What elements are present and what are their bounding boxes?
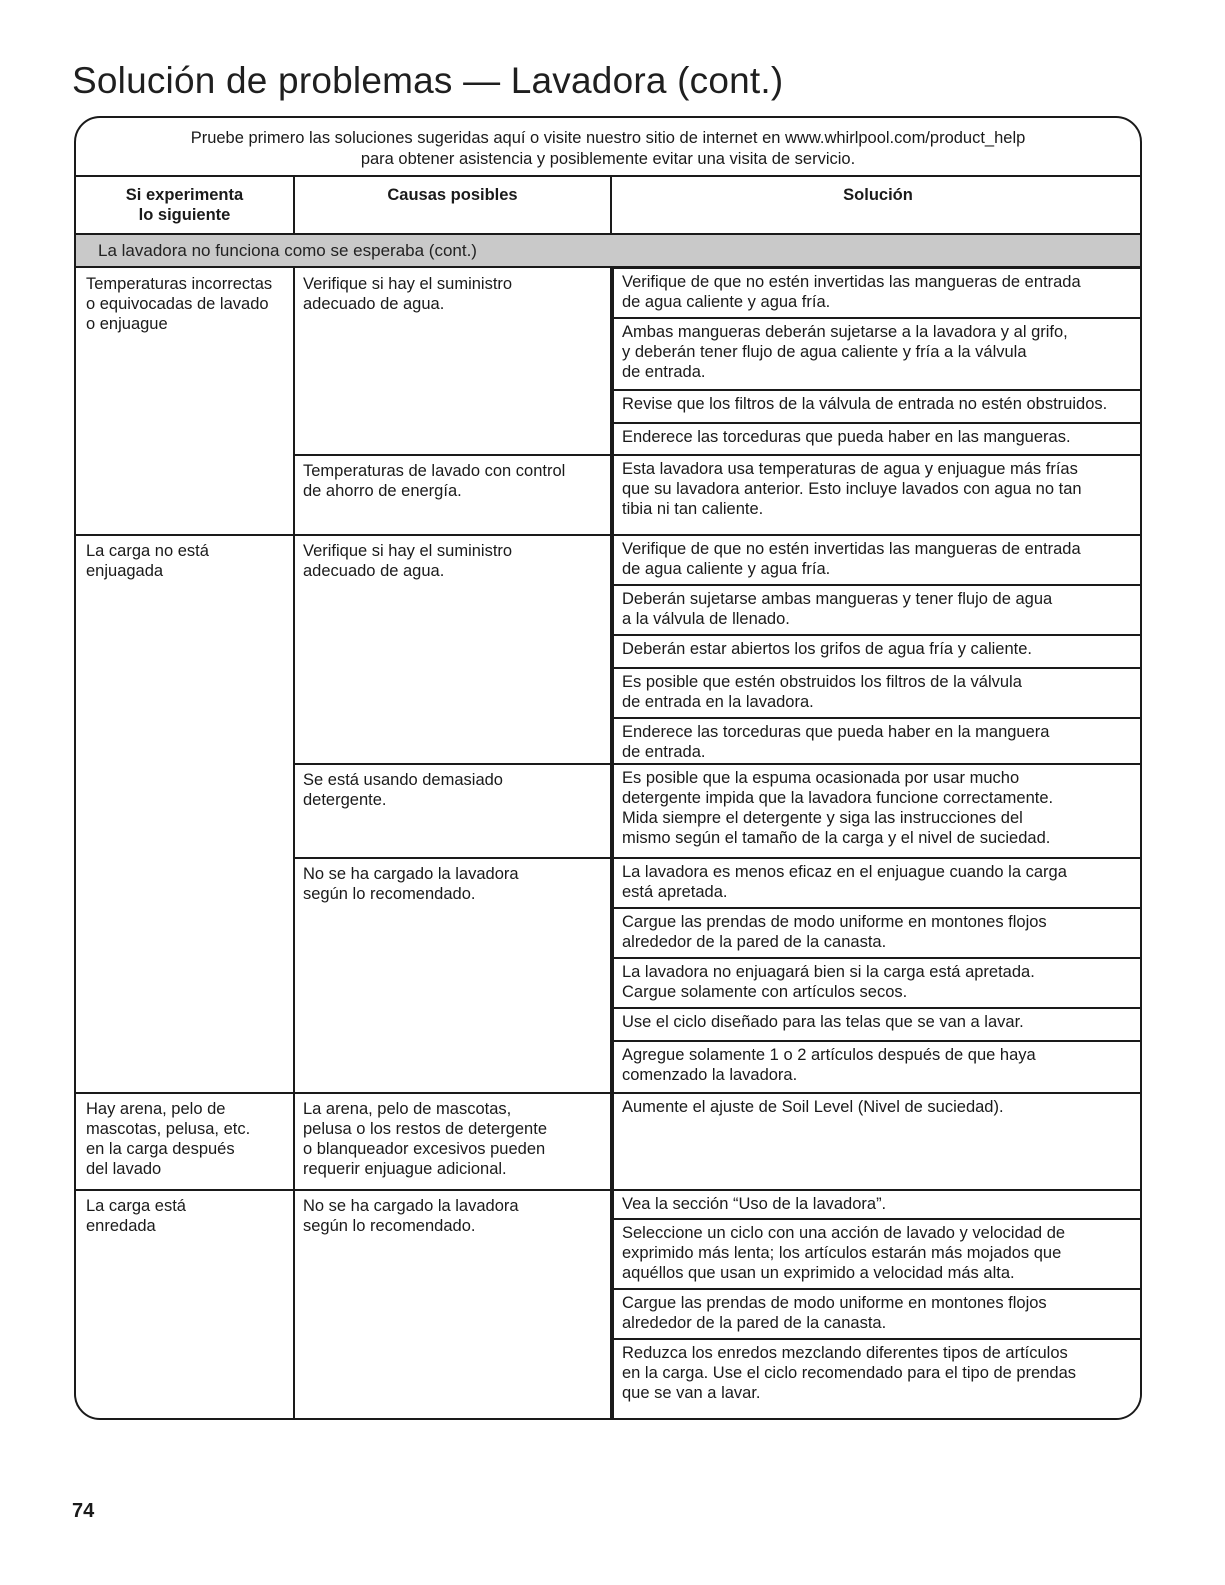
section-top-border (76, 233, 1140, 235)
troubleshooting-panel (74, 116, 1142, 1420)
cause-cell: La arena, pelo de mascotas, pelusa o los restos de detergente o blanqueador excesivos pueden requerir enjuague adicional. (303, 1100, 547, 1178)
column-divider-1 (293, 268, 295, 1420)
troubleshooting-table (76, 175, 1140, 1420)
row-separator (76, 534, 612, 536)
symptom-cell: Hay arena, pelo de mascotas, pelusa, etc. en la carga después del lavado (86, 1100, 251, 1178)
header-divider-1 (293, 175, 295, 235)
solution-cell: Revise que los filtros de la válvula de entrada no estén obstruidos. (612, 389, 1142, 424)
solution-cell: Seleccione un ciclo con una acción de lavado y velocidad de exprimido más lenta; los artículos estarán más mojados que aquéllos que usan un exprimido a velocidad más alta. (612, 1218, 1142, 1290)
row-separator (76, 1189, 612, 1191)
solution-cell: Es posible que la espuma ocasionada por usar mucho detergente impida que la lavadora funcione correctamente. Mida siempre el detergente y siga las instrucciones del mismo según el tamaño de la carga y el nivel de suciedad. (612, 763, 1142, 859)
solution-cell: La lavadora no enjuagará bien si la carga está apretada. Cargue solamente con artículos secos. (612, 957, 1142, 1009)
solution-cell: Enderece las torceduras que pueda haber en las mangueras. (612, 422, 1142, 456)
intro-line-2: para obtener asistencia y posiblemente evitar una visita de servicio. (360, 150, 856, 168)
section-title: La lavadora no funciona como se esperaba (cont.) (98, 241, 477, 260)
cause-separator (295, 857, 612, 859)
header-symptom: Si experimenta lo siguiente (125, 186, 244, 224)
solution-cell: Esta lavadora usa temperaturas de agua y enjuague más frías que su lavadora anterior. Esto incluye lavados con agua no tan tibia ni tan caliente. (612, 454, 1142, 536)
solution-cell: Cargue las prendas de modo uniforme en montones flojos alrededor de la pared de la canasta. (612, 907, 1142, 959)
cause-cell: Se está usando demasiado detergente. (303, 771, 503, 809)
cause-cell: Verifique si hay el suministro adecuado de agua. (303, 542, 513, 580)
solution-cell: Deberán estar abiertos los grifos de agua fría y caliente. (612, 634, 1142, 669)
solution-cell: Es posible que estén obstruidos los filtros de la válvula de entrada en la lavadora. (612, 667, 1142, 719)
section-header (76, 235, 1140, 268)
header-causes: Causas posibles (387, 186, 518, 204)
intro-text (76, 128, 1140, 170)
symptom-cell: La carga está enredada (86, 1197, 186, 1235)
solution-cell: Reduzca los enredos mezclando diferentes tipos de artículos en la carga. Use el ciclo recomendado para el tipo de prendas que se van a lavar. (612, 1338, 1142, 1420)
table-top-border (76, 175, 1140, 177)
cause-separator (295, 763, 612, 765)
intro-line-1: Pruebe primero las soluciones sugeridas aquí o visite nuestro sitio de internet en www.whirlpool.com/product_help (190, 129, 1026, 147)
symptom-cell: La carga no está enjuagada (86, 542, 209, 580)
solution-cell: Aumente el ajuste de Soil Level (Nivel de suciedad). (612, 1092, 1142, 1191)
solution-cell: Verifique de que no estén invertidas las mangueras de entrada de agua caliente y agua fría. (612, 267, 1142, 319)
solution-cell: Vea la sección “Uso de la lavadora”. (612, 1189, 1142, 1220)
cause-cell: Temperaturas de lavado con control de ahorro de energía. (303, 462, 566, 500)
solution-cell: Ambas mangueras deberán sujetarse a la lavadora y al grifo, y deberán tener flujo de agua caliente y fría a la válvula de entrada. (612, 317, 1142, 391)
solution-cell: Verifique de que no estén invertidas las mangueras de entrada de agua caliente y agua fría. (612, 534, 1142, 586)
solution-cell: La lavadora es menos eficaz en el enjuague cuando la carga está apretada. (612, 857, 1142, 909)
cause-cell: No se ha cargado la lavadora según lo recomendado. (303, 865, 519, 903)
header-divider-2 (610, 175, 612, 235)
page-title: Solución de problemas — Lavadora (cont.) (72, 60, 784, 101)
row-separator (76, 1092, 612, 1094)
solution-cell: Use el ciclo diseñado para las telas que se van a lavar. (612, 1007, 1142, 1042)
page-number: 74 (72, 1500, 95, 1522)
solution-cell: Deberán sujetarse ambas mangueras y tener flujo de agua a la válvula de llenado. (612, 584, 1142, 636)
cause-cell: No se ha cargado la lavadora según lo recomendado. (303, 1197, 519, 1235)
cause-cell: Verifique si hay el suministro adecuado de agua. (303, 275, 513, 313)
solution-cell: Cargue las prendas de modo uniforme en montones flojos alrededor de la pared de la canasta. (612, 1288, 1142, 1340)
solution-cell: Enderece las torceduras que pueda haber en la manguera de entrada. (612, 717, 1142, 765)
cause-separator (295, 454, 612, 456)
symptom-cell: Temperaturas incorrectas o equivocadas de lavado o enjuague (86, 275, 273, 333)
solution-cell: Agregue solamente 1 o 2 artículos después de que haya comenzado la lavadora. (612, 1040, 1142, 1094)
header-solution: Solución (843, 186, 913, 204)
